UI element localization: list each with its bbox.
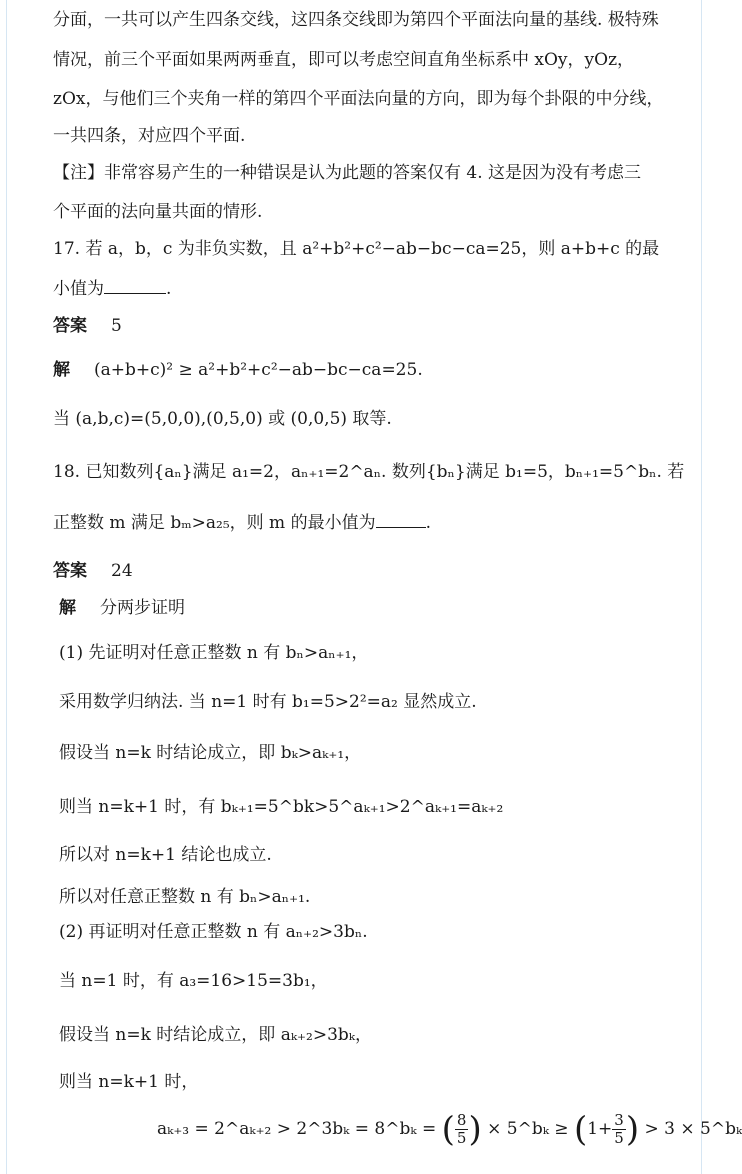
answer-blank bbox=[104, 277, 166, 294]
text-line: 分面，一共可以产生四条交线，这四条交线即为第四个平面法向量的基线. 极特殊 bbox=[53, 10, 659, 30]
text-line: (2) 再证明对任意正整数 n 有 aₙ₊₂>3bₙ. bbox=[59, 922, 368, 942]
formula-rhs: > 3 × 5^bₖ bbox=[644, 1119, 742, 1139]
solution-row bbox=[59, 596, 671, 620]
document-page bbox=[6, 0, 742, 1174]
answer-row bbox=[53, 314, 671, 338]
text-line: 则当 n=k+1 时，有 bₖ₊₁=5^bk>5^aₖ₊₁>2^aₖ₊₁=aₖ₊₂ bbox=[59, 797, 504, 817]
answer-label: 答案 bbox=[53, 316, 87, 336]
fraction-3-5 bbox=[612, 1112, 626, 1147]
answer-label: 答案 bbox=[53, 561, 87, 581]
fraction-8-5 bbox=[455, 1112, 469, 1147]
text-line: 当 n=1 时，有 a₃=16>15=3b₁， bbox=[59, 971, 328, 991]
text-line: 采用数学归纳法. 当 n=1 时有 b₁=5>2²=a₂ 显然成立. bbox=[59, 692, 477, 712]
text-line: 个平面的法向量共面的情形. bbox=[53, 202, 263, 222]
text-line: 所以对任意正整数 n 有 bₙ>aₙ₊₁. bbox=[59, 887, 311, 907]
formula-mid: × 5^bₖ ≥ bbox=[487, 1119, 569, 1139]
answer-value: 5 bbox=[111, 316, 122, 336]
text-line: 一共四条，对应四个平面. bbox=[53, 126, 246, 146]
answer-value: 24 bbox=[111, 561, 133, 581]
problem-18-blank-line: 正整数 m 满足 bₘ>a₂₅，则 m 的最小值为 . bbox=[53, 513, 431, 533]
text-line: 假设当 n=k 时结论成立，即 bₖ>aₖ₊₁， bbox=[59, 743, 362, 763]
display-formula: aₖ₊₃ = 2^aₖ₊₂ > 2^3bₖ = 8^bₖ = ( $\frac{8}{5}$ ) × 5^bₖ ≥ (1+ $\frac{3}{5}$ ) > 3 × 5^bₖ bbox=[157, 1109, 742, 1150]
right-paren: ) bbox=[468, 1109, 482, 1150]
text-line: 当 (a,b,c)=(5,0,0),(0,5,0) 或 (0,0,5) 取等. bbox=[53, 409, 392, 429]
text-line: 则当 n=k+1 时， bbox=[59, 1072, 199, 1092]
text-line: zOx，与他们三个夹角一样的第四个平面法向量的方向，即为每个卦限的中分线， bbox=[53, 89, 664, 109]
solution-text: 分两步证明 bbox=[100, 598, 185, 618]
text-fragment: 小值为 bbox=[53, 279, 104, 299]
solution-row bbox=[53, 358, 671, 382]
problem-17-statement: 17. 若 a，b，c 为非负实数，且 a²+b²+c²−ab−bc−ca=25，则 a+b+c 的最 bbox=[53, 239, 660, 259]
problem-18-statement: 18. 已知数列{aₙ}满足 a₁=2，aₙ₊₁=2^aₙ. 数列{bₙ}满足 b₁=5，bₙ₊₁=5^bₙ. 若 bbox=[53, 462, 685, 482]
fraction-denominator: 5 bbox=[614, 1129, 624, 1147]
answer-row bbox=[53, 559, 671, 583]
text-line: 假设当 n=k 时结论成立，即 aₖ₊₂>3bₖ， bbox=[59, 1025, 372, 1045]
solution-label: 解 bbox=[59, 598, 76, 618]
formula-lhs: aₖ₊₃ = 2^aₖ₊₂ > 2^3bₖ = 8^bₖ = bbox=[157, 1119, 437, 1139]
left-paren: ( bbox=[573, 1109, 588, 1150]
fraction-numerator: 8 bbox=[456, 1111, 467, 1129]
text-line: 情况，前三个平面如果两两垂直，即可以考虑空间直角坐标系中 xOy，yOz， bbox=[53, 50, 635, 70]
note-line: 【注】非常容易产生的一种错误是认为此题的答案仅有 4. 这是因为没有考虑三 bbox=[53, 163, 642, 183]
answer-blank bbox=[376, 511, 426, 528]
fraction-denominator: 5 bbox=[456, 1129, 467, 1147]
problem-17-blank-line: 小值为 . bbox=[53, 279, 172, 299]
solution-formula: (a+b+c)² ≥ a²+b²+c²−ab−bc−ca=25. bbox=[94, 360, 423, 380]
fraction-numerator: 3 bbox=[614, 1111, 624, 1129]
text-line: 所以对 n=k+1 结论也成立. bbox=[59, 845, 272, 865]
right-paren: ) bbox=[625, 1109, 640, 1150]
left-paren: ( bbox=[441, 1109, 455, 1150]
text-fragment: 正整数 m 满足 bₘ>a₂₅，则 m 的最小值为 bbox=[53, 513, 376, 533]
text-line: (1) 先证明对任意正整数 n 有 bₙ>aₙ₊₁， bbox=[59, 643, 369, 663]
solution-label: 解 bbox=[53, 360, 70, 380]
